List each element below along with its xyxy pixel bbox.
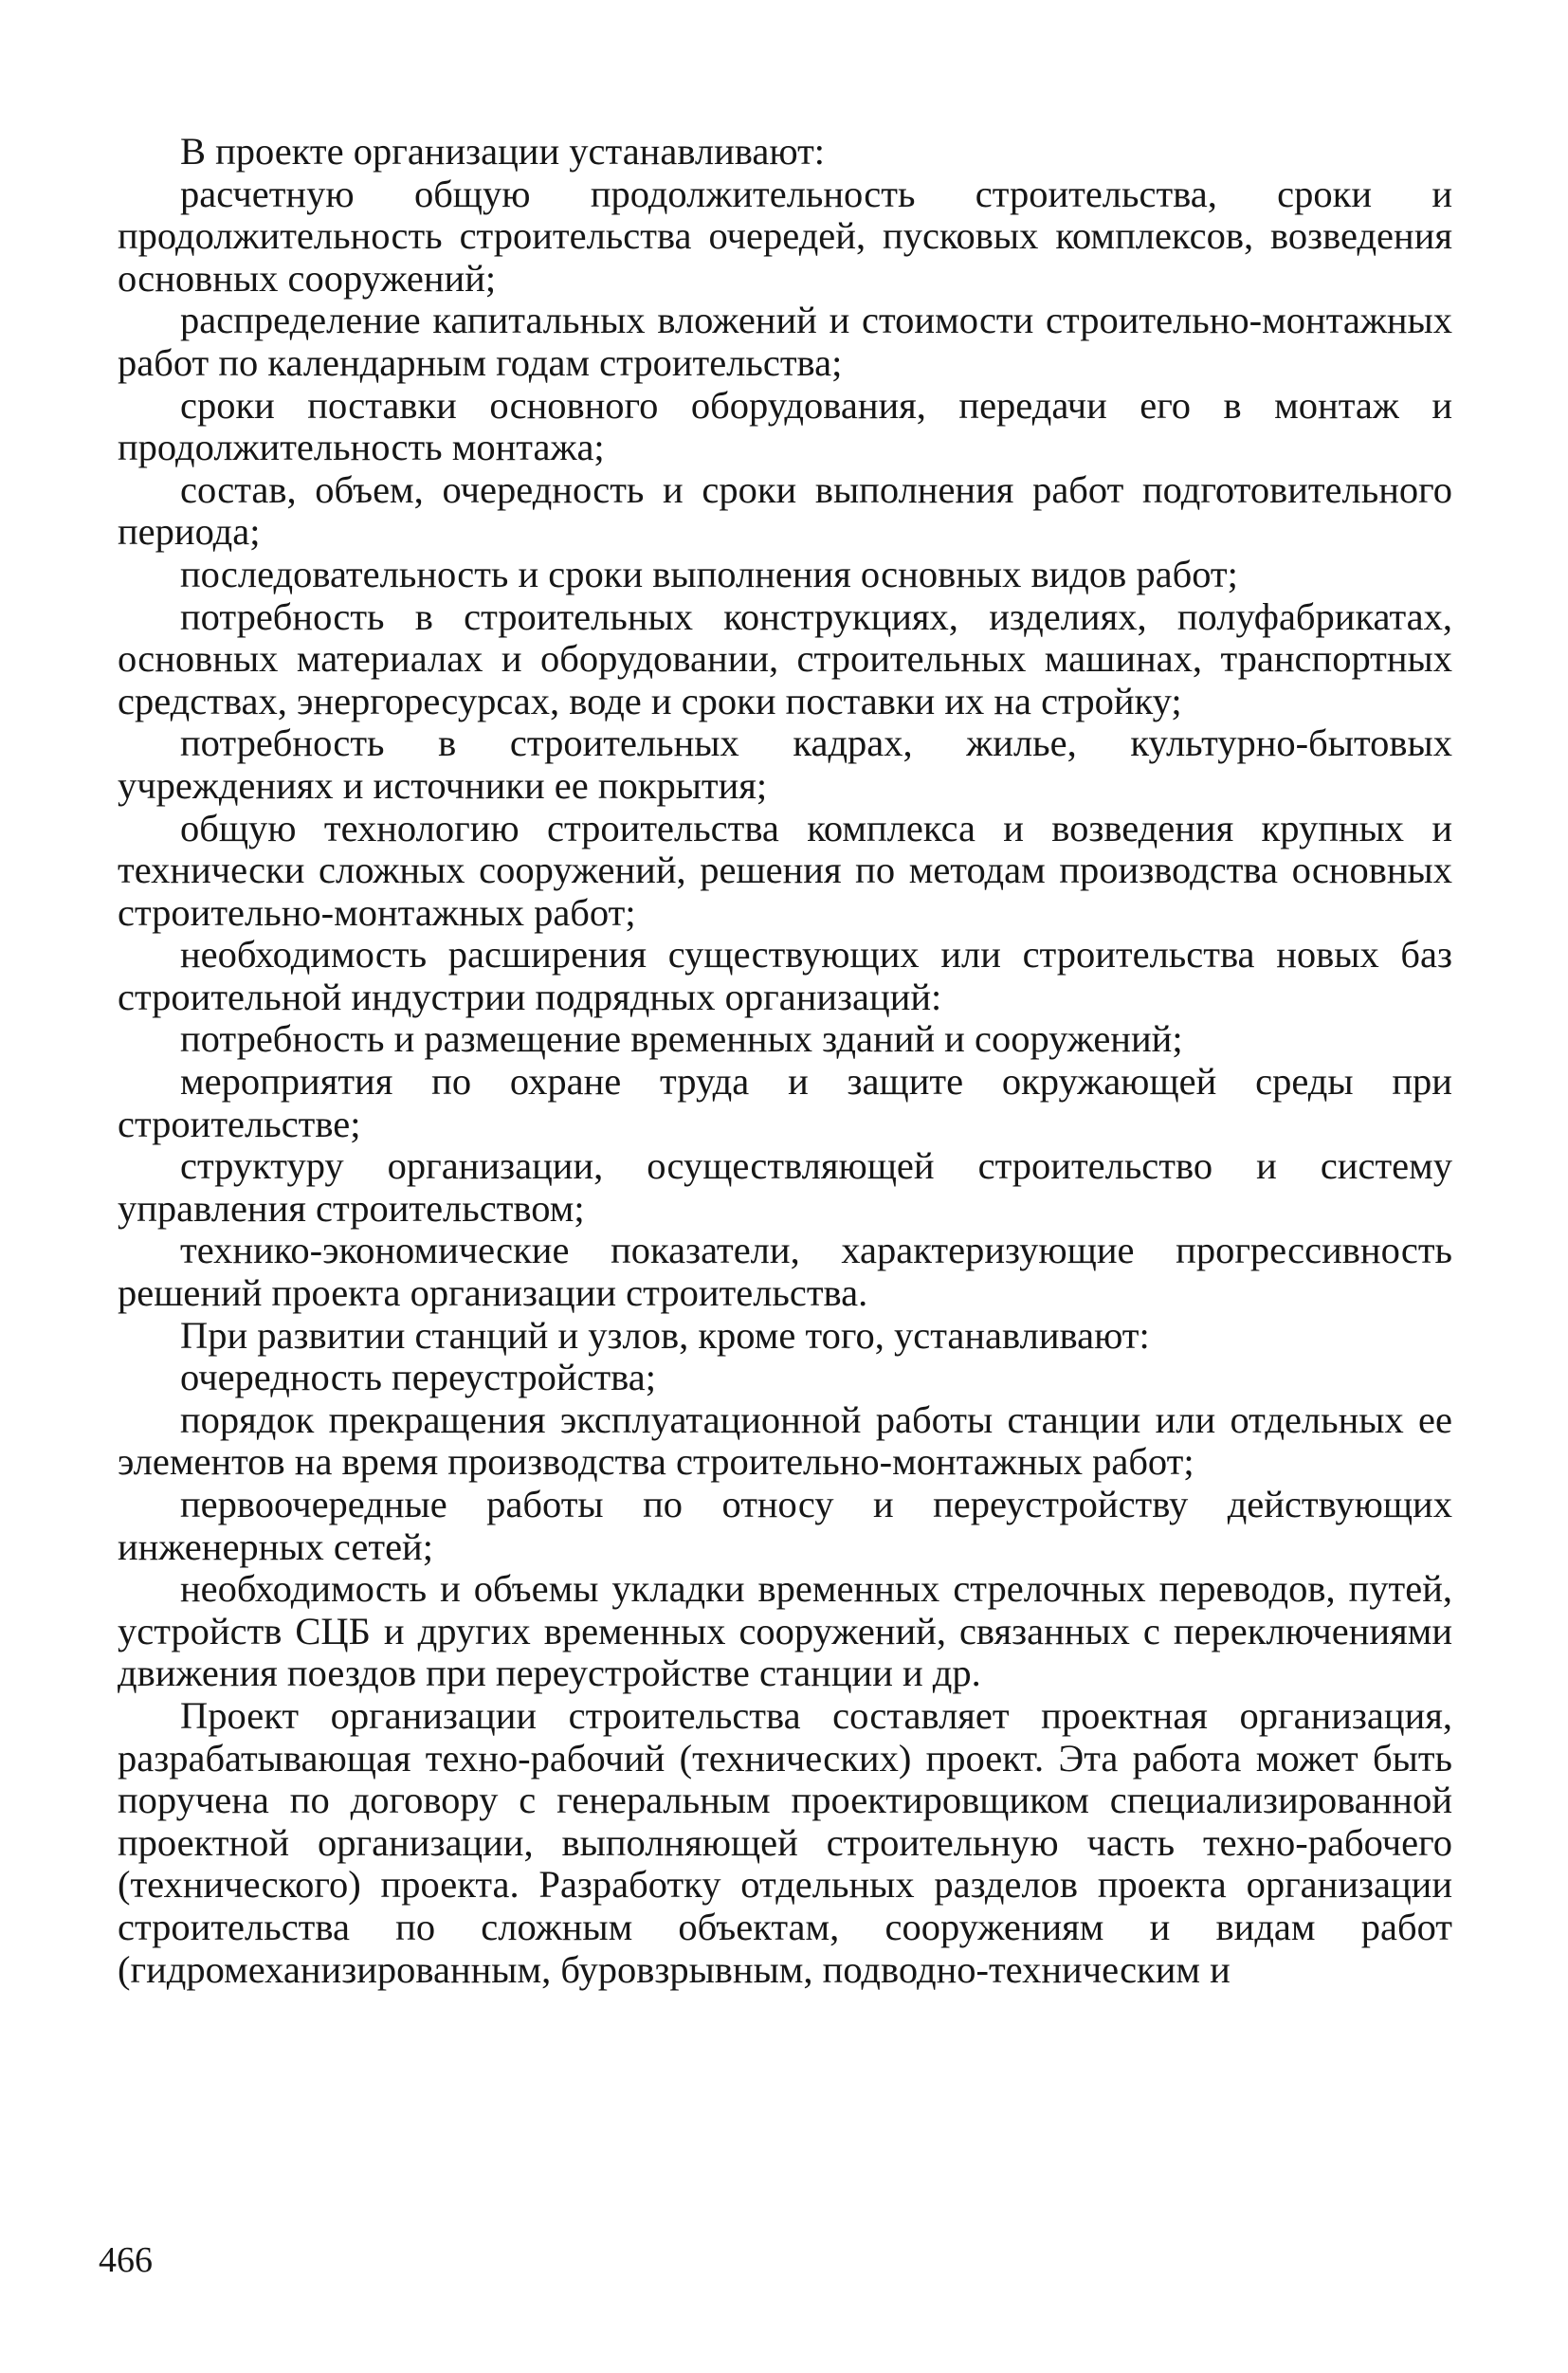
list-item: последовательность и сроки выполнения основных видов работ;: [180, 552, 1238, 595]
list-item: общую технологию строительства комплекса и возведения крупных и технически сложных сооружений, решения по методам производства основных строительно-монтажных работ;: [118, 806, 1452, 934]
list-item: мероприятия по охране труда и защите окружающей среды при строительстве;: [118, 1060, 1452, 1145]
list-item: первоочередные работы по относу и переустройству действующих инженерных сетей;: [118, 1483, 1452, 1568]
list-item: очередность переустройства;: [180, 1356, 656, 1399]
page-text: [118, 131, 1452, 1991]
page-number: 466: [99, 2240, 153, 2280]
list-item: потребность в строительных кадрах, жилье, культурно-бытовых учреждениях и источники ее покрытия;: [118, 721, 1452, 807]
list-item: расчетную общую продолжительность строительства, сроки и продолжительность строительства очередей, пусковых комплексов, возведения основных сооружений;: [118, 172, 1452, 300]
list-item: структуру организации, осуществляющей строительство и систему управления строительством;: [118, 1144, 1452, 1230]
paragraph-intro: В проекте организации устанавливают:: [180, 130, 826, 173]
paragraph-project-organization: Проект организации строительства составляет проектная организация, разрабатывающая техно-рабочий (технических) проект. Эта работа может быть поручена по договору с генеральным проектировщиком специализированной проектной организации, выполняющей строительную часть техно-рабочего (технического) проекта. Разработку отдельных разделов проекта организации строительства по сложным объектам, сооружениям и видам работ (гидромеханизированным, буровзрывным, подводно-техническим и: [118, 1693, 1452, 1991]
list-item: потребность и размещение временных зданий и сооружений;: [180, 1017, 1183, 1061]
list-item: сроки поставки основного оборудования, передачи его в монтаж и продолжительность монтажа;: [118, 383, 1452, 469]
list-item: потребность в строительных конструкциях, изделиях, полуфабрикатах, основных материалах и оборудовании, строительных машинах, транспортных средствах, энергоресурсах, воде и сроки поставки их на стройку;: [118, 594, 1452, 722]
list-item: порядок прекращения эксплуатационной работы станции или отдельных ее элементов на время производства строительно-монтажных работ;: [118, 1397, 1452, 1484]
list-item: необходимость и объемы укладки временных стрелочных переводов, путей, устройств СЦБ и других временных сооружений, связанных с переключениями движения поездов при переустройстве станции и др.: [118, 1567, 1452, 1695]
paragraph-stations: При развитии станций и узлов, кроме того, устанавливают:: [180, 1313, 1150, 1357]
list-item: необходимость расширения существующих или строительства новых баз строительной индустрии подрядных организаций:: [118, 933, 1452, 1018]
list-item: состав, объем, очередность и сроки выполнения работ подготовительного периода;: [118, 467, 1452, 554]
list-item: технико-экономические показатели, характеризующие прогрессивность решений проекта организации строительства.: [118, 1229, 1452, 1315]
list-item: распределение капитальных вложений и стоимости строительно-монтажных работ по календарным годам строительства;: [118, 299, 1452, 384]
